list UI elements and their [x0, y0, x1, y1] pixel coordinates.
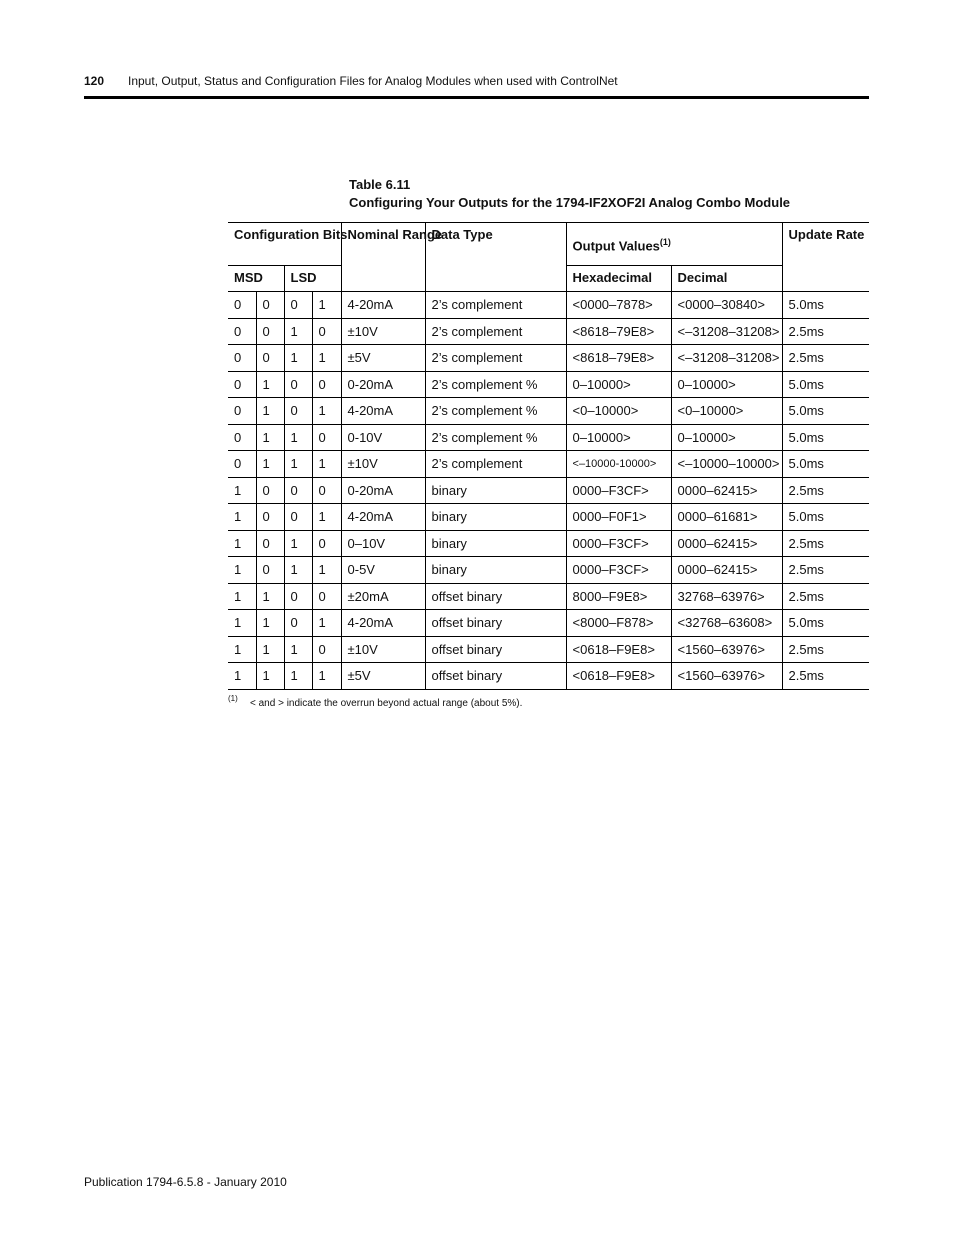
- cell-update-rate: 5.0ms: [782, 451, 869, 478]
- cell-hexadecimal: 0000–F0F1>: [566, 504, 671, 531]
- cell-data-type: offset binary: [425, 583, 566, 610]
- cell-lsd-bit: 0: [284, 371, 312, 398]
- table-row: [228, 345, 869, 372]
- table-caption: [349, 176, 790, 212]
- cell-msd-bit: 0: [256, 318, 284, 345]
- cell-msd-bit: 0: [228, 345, 256, 372]
- cell-decimal: <1560–63976>: [671, 663, 782, 690]
- header-output-values-label: Output Values: [572, 238, 660, 254]
- cell-lsd-bit: 0: [312, 583, 341, 610]
- output-config-table: [228, 222, 869, 690]
- cell-hexadecimal: 0–10000>: [566, 424, 671, 451]
- cell-nominal-range: ±10V: [341, 318, 425, 345]
- page-number: 120: [84, 74, 105, 88]
- footnote-mark: (1): [228, 694, 238, 703]
- cell-data-type: 2’s complement: [425, 318, 566, 345]
- cell-decimal: <1560–63976>: [671, 636, 782, 663]
- table-row: [228, 292, 869, 319]
- cell-update-rate: 2.5ms: [782, 318, 869, 345]
- cell-lsd-bit: 0: [284, 504, 312, 531]
- cell-lsd-bit: 1: [312, 451, 341, 478]
- header-lsd: LSD: [284, 266, 341, 292]
- cell-hexadecimal: <0618–F9E8>: [566, 636, 671, 663]
- cell-msd-bit: 1: [256, 451, 284, 478]
- cell-msd-bit: 1: [228, 477, 256, 504]
- header-nominal-range: Nominal Range: [341, 223, 425, 292]
- cell-update-rate: 5.0ms: [782, 504, 869, 531]
- cell-nominal-range: 4-20mA: [341, 504, 425, 531]
- cell-nominal-range: ±10V: [341, 636, 425, 663]
- cell-hexadecimal: <8000–F878>: [566, 610, 671, 637]
- cell-decimal: 0000–62415>: [671, 530, 782, 557]
- cell-lsd-bit: 1: [312, 398, 341, 425]
- cell-hexadecimal: 8000–F9E8>: [566, 583, 671, 610]
- cell-hexadecimal: 0000–F3CF>: [566, 477, 671, 504]
- cell-lsd-bit: 0: [284, 292, 312, 319]
- cell-msd-bit: 0: [228, 371, 256, 398]
- cell-decimal: 0000–62415>: [671, 557, 782, 584]
- cell-decimal: <–31208–31208>: [671, 345, 782, 372]
- header-decimal: Decimal: [671, 266, 782, 292]
- cell-lsd-bit: 1: [284, 663, 312, 690]
- cell-nominal-range: 0–10V: [341, 530, 425, 557]
- cell-msd-bit: 0: [256, 530, 284, 557]
- cell-nominal-range: 4-20mA: [341, 398, 425, 425]
- cell-decimal: 0000–61681>: [671, 504, 782, 531]
- cell-data-type: binary: [425, 530, 566, 557]
- cell-data-type: binary: [425, 477, 566, 504]
- cell-hexadecimal: 0000–F3CF>: [566, 557, 671, 584]
- cell-msd-bit: 0: [256, 292, 284, 319]
- cell-lsd-bit: 1: [312, 610, 341, 637]
- cell-decimal: 0000–62415>: [671, 477, 782, 504]
- cell-data-type: binary: [425, 557, 566, 584]
- cell-data-type: binary: [425, 504, 566, 531]
- cell-decimal: <–31208–31208>: [671, 318, 782, 345]
- cell-decimal: <32768–63608>: [671, 610, 782, 637]
- cell-data-type: 2’s complement: [425, 345, 566, 372]
- cell-data-type: offset binary: [425, 610, 566, 637]
- cell-hexadecimal: <0–10000>: [566, 398, 671, 425]
- header-update-rate: Update Rate: [782, 223, 869, 292]
- cell-nominal-range: ±5V: [341, 663, 425, 690]
- cell-update-rate: 5.0ms: [782, 371, 869, 398]
- header-hexadecimal: Hexadecimal: [566, 266, 671, 292]
- footnote-text: < and > indicate the overrun beyond actual range (about 5%).: [250, 698, 523, 709]
- header-configuration-bits: Configuration Bits: [228, 223, 341, 266]
- cell-hexadecimal: <–10000-10000>: [566, 451, 671, 478]
- cell-lsd-bit: 1: [284, 451, 312, 478]
- cell-decimal: <0–10000>: [671, 398, 782, 425]
- header-data-type: Data Type: [425, 223, 566, 292]
- cell-lsd-bit: 0: [312, 318, 341, 345]
- cell-update-rate: 2.5ms: [782, 530, 869, 557]
- cell-msd-bit: 0: [228, 424, 256, 451]
- table-row: [228, 477, 869, 504]
- cell-hexadecimal: <0618–F9E8>: [566, 663, 671, 690]
- cell-nominal-range: 4-20mA: [341, 610, 425, 637]
- cell-data-type: offset binary: [425, 663, 566, 690]
- cell-msd-bit: 1: [256, 583, 284, 610]
- cell-lsd-bit: 1: [284, 345, 312, 372]
- cell-msd-bit: 0: [228, 292, 256, 319]
- table-row: [228, 530, 869, 557]
- cell-hexadecimal: 0000–F3CF>: [566, 530, 671, 557]
- table-row: [228, 504, 869, 531]
- table-row: [228, 371, 869, 398]
- cell-nominal-range: ±5V: [341, 345, 425, 372]
- cell-nominal-range: ±20mA: [341, 583, 425, 610]
- table-row: [228, 318, 869, 345]
- cell-msd-bit: 0: [228, 451, 256, 478]
- cell-lsd-bit: 1: [284, 530, 312, 557]
- cell-hexadecimal: <8618–79E8>: [566, 318, 671, 345]
- cell-nominal-range: 0-10V: [341, 424, 425, 451]
- cell-lsd-bit: 1: [312, 292, 341, 319]
- cell-update-rate: 2.5ms: [782, 557, 869, 584]
- cell-decimal: 0–10000>: [671, 424, 782, 451]
- cell-msd-bit: 1: [256, 424, 284, 451]
- header-output-values: [566, 223, 782, 266]
- cell-nominal-range: 0-20mA: [341, 371, 425, 398]
- cell-msd-bit: 1: [228, 663, 256, 690]
- cell-nominal-range: 4-20mA: [341, 292, 425, 319]
- cell-msd-bit: 1: [256, 636, 284, 663]
- cell-msd-bit: 1: [256, 663, 284, 690]
- footnote-ref: (1): [659, 236, 671, 247]
- cell-msd-bit: 0: [256, 477, 284, 504]
- cell-data-type: 2’s complement %: [425, 398, 566, 425]
- cell-lsd-bit: 0: [312, 424, 341, 451]
- cell-lsd-bit: 1: [284, 318, 312, 345]
- cell-msd-bit: 0: [256, 557, 284, 584]
- cell-hexadecimal: <8618–79E8>: [566, 345, 671, 372]
- cell-decimal: <–10000–10000>: [671, 451, 782, 478]
- cell-msd-bit: 0: [228, 398, 256, 425]
- cell-msd-bit: 1: [256, 610, 284, 637]
- table-row: [228, 663, 869, 690]
- cell-decimal: <0000–30840>: [671, 292, 782, 319]
- cell-update-rate: 2.5ms: [782, 345, 869, 372]
- cell-lsd-bit: 0: [312, 371, 341, 398]
- header-rule: [84, 96, 869, 99]
- cell-msd-bit: 0: [256, 345, 284, 372]
- cell-hexadecimal: 0–10000>: [566, 371, 671, 398]
- table-row: [228, 636, 869, 663]
- running-title: Input, Output, Status and Configuration Files for Analog Modules when used with ControlNet: [128, 74, 618, 88]
- cell-msd-bit: 1: [228, 583, 256, 610]
- cell-msd-bit: 1: [228, 610, 256, 637]
- cell-data-type: offset binary: [425, 636, 566, 663]
- table-row: [228, 583, 869, 610]
- table-row: [228, 424, 869, 451]
- cell-lsd-bit: 0: [312, 477, 341, 504]
- cell-update-rate: 2.5ms: [782, 477, 869, 504]
- cell-msd-bit: 1: [228, 636, 256, 663]
- cell-lsd-bit: 1: [312, 504, 341, 531]
- cell-update-rate: 5.0ms: [782, 292, 869, 319]
- table-row: [228, 398, 869, 425]
- cell-update-rate: 5.0ms: [782, 398, 869, 425]
- table-number: Table 6.11: [349, 177, 411, 192]
- cell-update-rate: 2.5ms: [782, 663, 869, 690]
- cell-update-rate: 2.5ms: [782, 583, 869, 610]
- cell-nominal-range: ±10V: [341, 451, 425, 478]
- cell-msd-bit: 1: [256, 371, 284, 398]
- table-row: [228, 557, 869, 584]
- cell-data-type: 2’s complement %: [425, 424, 566, 451]
- cell-lsd-bit: 1: [284, 636, 312, 663]
- page-header: [84, 72, 869, 98]
- cell-lsd-bit: 1: [312, 663, 341, 690]
- cell-msd-bit: 1: [228, 530, 256, 557]
- cell-decimal: 32768–63976>: [671, 583, 782, 610]
- cell-data-type: 2’s complement %: [425, 371, 566, 398]
- cell-msd-bit: 0: [256, 504, 284, 531]
- cell-lsd-bit: 0: [312, 636, 341, 663]
- cell-msd-bit: 1: [228, 557, 256, 584]
- cell-data-type: 2’s complement: [425, 292, 566, 319]
- cell-lsd-bit: 1: [284, 424, 312, 451]
- table-body: [228, 292, 869, 690]
- cell-lsd-bit: 1: [284, 557, 312, 584]
- cell-msd-bit: 0: [228, 318, 256, 345]
- cell-lsd-bit: 0: [284, 583, 312, 610]
- table-row: [228, 610, 869, 637]
- cell-decimal: 0–10000>: [671, 371, 782, 398]
- header-msd: MSD: [228, 266, 284, 292]
- cell-lsd-bit: 1: [312, 345, 341, 372]
- publication-footer: Publication 1794-6.5.8 - January 2010: [84, 1175, 287, 1189]
- cell-nominal-range: 0-20mA: [341, 477, 425, 504]
- cell-update-rate: 2.5ms: [782, 636, 869, 663]
- cell-lsd-bit: 0: [284, 398, 312, 425]
- cell-msd-bit: 1: [228, 504, 256, 531]
- cell-lsd-bit: 0: [284, 610, 312, 637]
- cell-nominal-range: 0-5V: [341, 557, 425, 584]
- table-title: Configuring Your Outputs for the 1794-IF2XOF2I Analog Combo Module: [349, 195, 791, 210]
- cell-lsd-bit: 0: [312, 530, 341, 557]
- cell-lsd-bit: 0: [284, 477, 312, 504]
- cell-update-rate: 5.0ms: [782, 610, 869, 637]
- cell-update-rate: 5.0ms: [782, 424, 869, 451]
- table-row: [228, 451, 869, 478]
- cell-data-type: 2’s complement: [425, 451, 566, 478]
- cell-msd-bit: 1: [256, 398, 284, 425]
- cell-lsd-bit: 1: [312, 557, 341, 584]
- cell-hexadecimal: <0000–7878>: [566, 292, 671, 319]
